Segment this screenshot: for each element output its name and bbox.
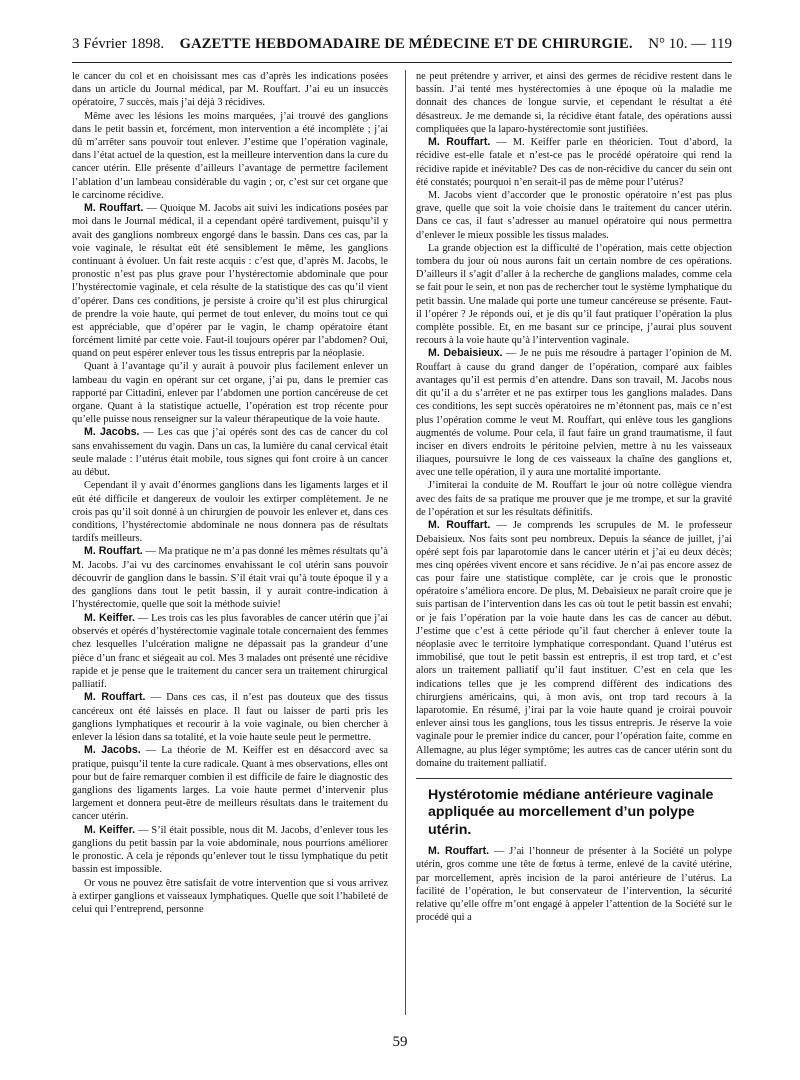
speaker-paragraph bbox=[72, 824, 388, 877]
paragraph bbox=[72, 360, 388, 426]
paragraph-text: — S’il était possible, nous dit M. Jacobs, d’enlever tous les ganglions du petit bassin par la voie abdominale, nous pourrions améliorer le pronostic. A cela je réponds qu’enlever tout le tissu lymphatique du petit bassin est impossible. bbox=[72, 824, 388, 876]
continued-paragraph bbox=[416, 70, 732, 136]
speaker-paragraph bbox=[416, 347, 732, 479]
paragraph-text: — J’ai l’honneur de présenter à la Société un polype utérin, gros comme une tête de fœtus à terme, enlevé de la cavité utérine, par morcellement, après incision de la paroi antérieure de l’utérus. La facilité de l’opération, le but conservateur de l’intervention, la sécurité relative qu’elle offre m’ont engagé à appeler l’attention de la Société sur le procédé qui a bbox=[416, 845, 732, 924]
paragraph bbox=[416, 479, 732, 519]
paragraph bbox=[416, 189, 732, 242]
paragraph bbox=[72, 877, 388, 917]
speaker-paragraph bbox=[72, 612, 388, 691]
speaker-name: M. Rouffart. bbox=[428, 135, 491, 148]
speaker-paragraph bbox=[72, 691, 388, 744]
paragraph bbox=[72, 110, 388, 202]
paragraph-text: La grande objection est la difficulté de l’opération, mais cette objection tombera du jour où nous aurons fait un certain nombre de ces opérations. D’ailleurs il s’agit d’aller à la recherche de ganglions malades, comme cela se fait pour le sein, et non pas de rechercher tout le système lymphatique du petit bassin. Une malade qui porte une tumeur cancéreuse se présente. Faut-il l’opérer ? Je réponds oui, et je dis qu’il faut pratiquer l’opération la plus complète possible. Et, en me basant sur ce principe, j’aurai plus souvent recours à la voie haute qu’à l’intervention vaginale. bbox=[416, 242, 732, 347]
speaker-name: M. Rouffart. bbox=[428, 519, 491, 531]
speaker-name: M. Keiffer. bbox=[84, 611, 135, 624]
right-column bbox=[416, 70, 732, 1025]
paragraph-text: — La théorie de M. Keiffer est en désaccord avec sa pratique, puisqu’il tente la cure radicale. Quant à mes observations, elles ont pour but de faire remarquer combien il est difficile de faire le diagnostic des ganglions des ligaments larges. La voie haute permet d’intervenir plus largement et donnera peut-être de meilleurs résultats dans le traitement du cancer utérin. bbox=[72, 745, 388, 823]
speaker-name: M. Rouffart. bbox=[84, 201, 144, 214]
speaker-paragraph bbox=[72, 202, 388, 361]
paragraph-text: Cependant il y avait d’énormes ganglions dans les ligaments larges et il eût été difficile et dangereux de vouloir les extirper complètement. Je ne crois pas qu’il soit donné à un chirurgien de pouvoir les enlever et, dans ces conditions, l’hystérectomie abdominale ne nous donnera pas de résultats tardifs meilleurs. bbox=[72, 480, 388, 545]
column-divider bbox=[405, 70, 406, 1015]
speaker-paragraph bbox=[72, 426, 388, 479]
speaker-name: M. Debaisieux. bbox=[428, 347, 503, 360]
paragraph-text: — M. Keiffer parle en théoricien. Tout d’abord, la récidive est-elle fatale et n’est-ce pas le procédé opératoire qui rend la récidive rapide et inévitable? Des cas de non-récidive du cancer du sein ont été constatés; pourquoi n’en serait-il pas de même pour l’utérus? bbox=[416, 136, 732, 188]
paragraph bbox=[416, 242, 732, 348]
journal-title: GAZETTE HEBDOMADAIRE DE MÉDECINE ET DE CHIRURGIE. bbox=[179, 36, 633, 52]
paragraph-text: — Je ne puis me résoudre à partager l’opinion de M. Rouffart à cause du grand danger de l’opération, comparé aux faibles avantages qu’il est permis d’en attendre. Dans son travail, M. Jacobs nous dit qu’il a du s’arrêter et ne pas extirper tous les ganglions malades. Dans ces conditions, les sept succès opératoires ne m’étonnent pas, mais ce n’est plus l’opération comme le veut M. Rouffart, qui enlève tous les ganglions augmentés de volume. Pour cela, il faut faire un grand traumatisme, il faut inciser en divers endroits le péritoine pelvien, mettre à nu les vaisseaux iliaques, poursuivre le long de ces vaisseaux la chaîne des ganglions et, avec une telle opération, il y aura une mortalité importante. bbox=[416, 348, 732, 479]
left-column bbox=[72, 70, 388, 1025]
continued-paragraph bbox=[72, 70, 388, 110]
paragraph-text: Même avec les lésions les moins marquées, j’ai trouvé des ganglions dans le petit bassin et, forcément, mon intervention a été incomplète ; j’ai dû m’arrêter sans pouvoir tout enlever. J’estime que l’opération vaginale, dans l’état actuel de la question, est la meilleure intervention dans la cure du cancer utérin. Elle présente d’ailleurs l’avantage de permettre facilement l’ablation d’un lambeau considérable du vagin ; or, c’est sur cet organe que le carcinome récidive. bbox=[72, 110, 388, 201]
paragraph-text: — Dans ces cas, il n’est pas douteux que des tissus cancéreux ont été laissés en place. Il faut ou laisser de parti pris les ganglions lymphatiques et recourir à la voie vaginale, ou bien chercher à enlever la lésion dans sa totalité, et la voie haute seule peut le permettre. bbox=[72, 692, 388, 743]
paragraph-text: Quant à l’avantage qu’il y aurait à pouvoir plus facilement enlever un lambeau du vagin en opérant sur cet organe, j’ai pu, dans le premier cas rapporté par Cittadini, enlever par l’abdomen une portion cancéreuse de cet organe. Quant à la statistique actuelle, l’opération est trop récente pour qu’elle puisse nous renseigner sur la valeur thérapeutique de la voie haute. bbox=[72, 361, 388, 426]
speaker-paragraph bbox=[416, 519, 732, 770]
section-rule bbox=[416, 778, 732, 779]
running-header bbox=[72, 36, 732, 58]
paragraph-text: M. Jacobs vient d’accorder que le pronostic opératoire n’est pas plus grave, quelle que soit la voie choisie dans le traitement du cancer utérin. Dans ce cas, il faut s’adresser au manuel opératoire qui nous permettra d’enlever le mieux possible les tissus malades. bbox=[416, 190, 732, 241]
paragraph-text: J’imiterai la conduite de M. Rouffart le jour où notre collègue viendra avec des faits de sa pratique me prouver que je me trompe, et sur la gravité de l’opération et sur les résultats définitifs. bbox=[416, 480, 732, 518]
paragraph-text: — Quoique M. Jacobs ait suivi les indications posées par moi dans le Journal médical, il a cependant opéré tardivement, puisqu’il y avait des ganglions nombreux engorgé dans le bassin. Dans ces cas, par la voie vaginale, le résultat eût été sensiblement le même, les ganglions continuant à évoluer. Un fait reste acquis : c’est que, d’après M. Jacobs, le pronostic n’est pas plus grave pour l’hystérectomie abdominale que pour l’hystérectomie vaginale, et cela résulte de la statistique des cas qu’il vient d’opérer. Dans ces conditions, je persiste à croire qu’il est plus chirurgical de prendre la voie haute, qui permet de tout enlever, du moins tout ce qui est appréciable, que d’opérer par le vagin, le champ opératoire étant forcément limité par cette voie. Faut-il toujours opérer par l’abdomen? Oui, quand on peut espérer enlever tous les tissus entrepris par la néoplasie. bbox=[72, 202, 388, 360]
speaker-paragraph bbox=[72, 744, 388, 823]
speaker-paragraph bbox=[416, 136, 732, 189]
speaker-name: M. Rouffart. bbox=[84, 691, 146, 704]
paragraph-text: — Je comprends les scrupules de M. le professeur Debaisieux. Nos faits sont peu nombreux. Depuis la séance de juillet, j’ai opéré sept fois par laparotomie dans le cancer utérin et j’ai eu deux décès; mes cinq opérées vivent encore et sans récidive. Je n’ai pas encore assez de cas pour faire une statistique complète, car je crois que le pronostic opératoire s’améliora encore. De plus, M. Debaisieux ne paraît croire que je suis partisan de l’intervention dans les cas où tout le petit bassin est envahi; or je fais l’opération par la voie haute dans les cas de cancer au début. J’estime que c’est à cette période qu’il faut chercher à enlever toute la néoplasie avec le territoire lymphatique correspondant. Quand l’utérus est immobilisé, que tout le petit bassin est entrepris, il est trop tard, et c’est alors un traitement palliatif qu’il faut instituer. C’est en cela que les indications telles que je les comprend diffèrent des indications des chirurgiens américains, qui, à mon avis, ont trop tard recours à la laparotomie. En résumé, j’irai par la voie haute quand je croirai pouvoir enlever ainsi tous les ganglions, tous les tissus entrepris. Je réserve la voie vaginale pour le premier indice du cancer, pour l’opération faite, comme en Allemagne, au plus léger symptôme; les autres cas de cancer utérin sont du domaine du traitement palliatif. bbox=[416, 520, 732, 769]
paragraph-text: — Les cas que j’ai opérés sont des cas de cancer du col sans envahissement du vagin. Dans un cas, la lumière du canal cervical était seule malade : l’utérus était mobile, tous signes qui font croire à un cancer au début. bbox=[72, 427, 388, 479]
page-number: 59 bbox=[392, 1034, 408, 1050]
paragraph-text: — Les trois cas les plus favorables de cancer utérin que j’ai observés et opérés d’hystérectomie vaginale totale concernaient des femmes chez lesquelles l’ulcération maligne ne dépassait pas la grandeur d’une pièce d’un franc et siégeait au col. Mes 3 malades ont présenté une récidive rapide et je pense que le traitement du cancer sera un traitement chirurgical palliatif. bbox=[72, 612, 388, 690]
speaker-name: M. Keiffer. bbox=[84, 823, 136, 836]
paragraph-text: ne peut prétendre y arriver, et ainsi des germes de récidive restent dans le bassin. J’ai tenté mes hystérectomies à une époque où la maladie me donnait des chances de longue survie, et cependant le résultat a été désastreux. Je me demande si, la récidive étant fatale, des opérations aussi compliquées que la laparo-hystérectomie sont justifiées. bbox=[416, 71, 732, 135]
paragraph bbox=[72, 479, 388, 545]
issue-number: N° 10. — 119 bbox=[648, 36, 732, 52]
speaker-paragraph bbox=[416, 845, 732, 924]
section-heading: Hystérotomie médiane antérieure vaginale appliquée au morcellement d’un polype utérin. bbox=[428, 786, 714, 838]
speaker-name: M. Jacobs. bbox=[84, 426, 140, 439]
header-date: 3 Février 1898. bbox=[72, 36, 165, 52]
paragraph-text: Or vous ne pouvez être satisfait de votre intervention que si vous arrivez à extirper ganglions et vaisseaux lymphatiques. Quelle que soit l’habileté de celui qui l’entreprend, personne bbox=[72, 877, 388, 915]
paragraph-text: — Ma pratique ne m’a pas donné les mêmes résultats qu’à M. Jacobs. J’ai vu des carcinomes envahissant le col utérin sans pouvoir découvrir de ganglion dans le bassin. S’il était vrai qu’à toute époque il y a des ganglions dans tout le petit bassin, il y aurait contre-indication à l’hystérectomie, quelle que soit la méthode suivie! bbox=[72, 546, 388, 611]
paragraph-text: le cancer du col et en choisissant mes cas d’après les indications posées dans un article du Journal médical, par M. Rouffart. J’ai eu un insuccès opératoire, 7 succès, mais j’ai déjà 3 récidives. bbox=[72, 71, 388, 109]
speaker-paragraph bbox=[72, 545, 388, 611]
speaker-name: M. Rouffart. bbox=[428, 844, 490, 857]
speaker-name: M. Rouffart. bbox=[84, 545, 143, 558]
header-rule bbox=[72, 62, 732, 63]
speaker-name: M. Jacobs. bbox=[84, 744, 141, 757]
